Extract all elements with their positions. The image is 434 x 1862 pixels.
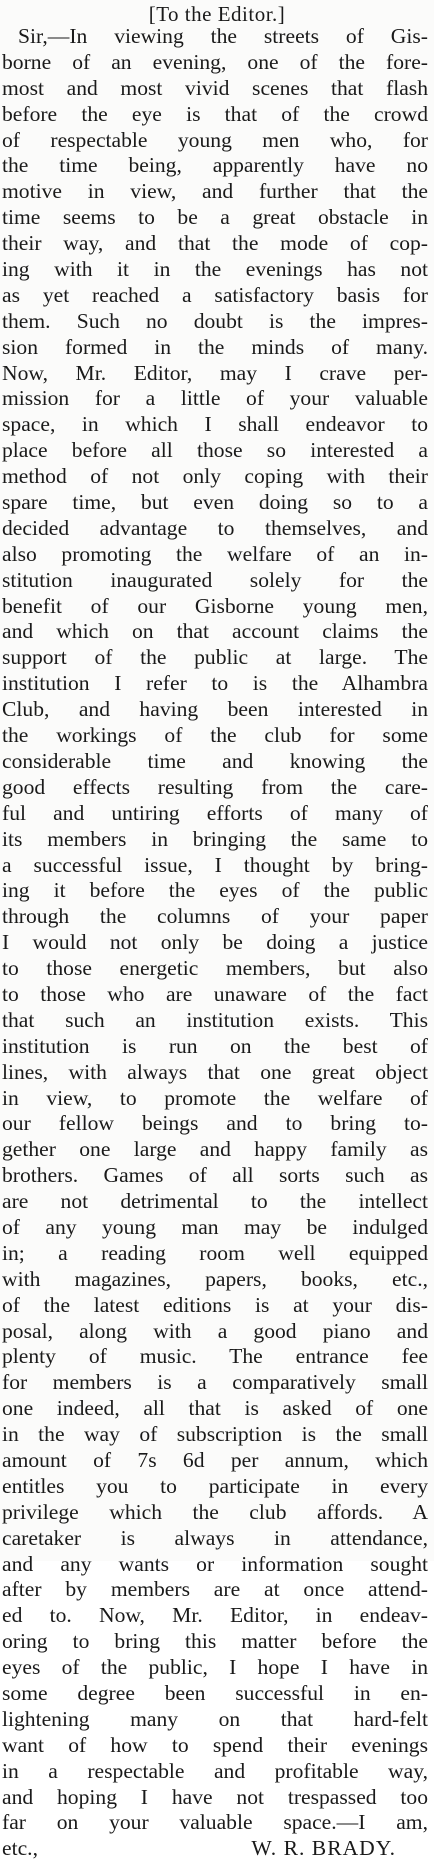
text-line: of the latest editions is at your dis-	[2, 1292, 428, 1317]
text-line: a successful issue, I thought by bring-	[2, 852, 428, 877]
text-line: through the columns of your paper	[2, 904, 428, 929]
text-line: amount of 7s 6d per annum, which	[2, 1447, 428, 1472]
text-line: support of the public at large. The	[2, 645, 428, 670]
text-line: most and most vivid scenes that flash	[2, 75, 428, 100]
text-line: them. Such no doubt is the impres-	[2, 308, 428, 333]
text-line: Sir,—In viewing the streets of Gis-	[18, 24, 428, 48]
text-line: posal, along with a good piano and	[2, 1318, 428, 1343]
text-line: brothers. Games of all sorts such as	[2, 1163, 428, 1188]
text-line: also promoting the welfare of an in-	[2, 541, 428, 566]
text-line: stitution inaugurated solely for the	[2, 567, 428, 592]
text-line: I would not only be doing a justice	[2, 930, 428, 955]
text-line: institution I refer to is the Alhambra	[2, 671, 428, 696]
text-line: one indeed, all that is asked of one	[2, 1396, 428, 1421]
text-line: decided advantage to themselves, and	[2, 515, 428, 540]
text-line: in; a reading room well equipped	[2, 1240, 428, 1265]
text-line: and any wants or information sought	[2, 1551, 428, 1576]
text-line: ing with it in the evenings has not	[2, 257, 428, 282]
text-line: Club, and having been interested in	[2, 697, 428, 722]
text-line: its members in bringing the same to	[2, 826, 428, 851]
text-line: our fellow beings and to bring to-	[2, 1111, 428, 1136]
closing-text: etc.,	[2, 1836, 38, 1861]
text-line: considerable time and knowing the	[2, 748, 428, 773]
text-line: in the way of subscription is the small	[2, 1422, 428, 1447]
text-line: motive in view, and further that the	[2, 179, 428, 204]
text-line: to those energetic members, but also	[2, 956, 428, 981]
text-line: space, in which I shall endeavor to	[2, 412, 428, 437]
text-line: lightening many on that hard-felt	[2, 1706, 428, 1731]
text-line: oring to bring this matter before the	[2, 1629, 428, 1654]
text-line: to those who are unaware of the fact	[2, 981, 428, 1006]
text-line: with magazines, papers, books, etc.,	[2, 1266, 428, 1291]
text-line: as yet reached a satisfactory basis for	[2, 282, 428, 307]
text-line: after by members are at once attend-	[2, 1577, 428, 1602]
text-line: in a respectable and profitable way,	[2, 1758, 428, 1783]
text-line: place before all those so interested a	[2, 438, 428, 463]
signoff-line	[0, 1836, 434, 1862]
letter-heading: [To the Editor.]	[148, 2, 286, 26]
text-line: eyes of the public, I hope I have in	[2, 1655, 428, 1680]
text-line: lines, with always that one great object	[2, 1059, 428, 1084]
text-line: that such an institution exists. This	[2, 1007, 428, 1032]
text-line: Now, Mr. Editor, may I crave per-	[2, 360, 428, 385]
text-line: of any young man may be indulged	[2, 1214, 428, 1239]
text-line: sion formed in the minds of many.	[2, 334, 428, 359]
text-line: benefit of our Gisborne young men,	[2, 593, 428, 618]
text-line: institution is run on the best of	[2, 1033, 428, 1058]
text-line: want of how to spend their evenings	[2, 1732, 428, 1757]
text-line: time seems to be a great obstacle in	[2, 205, 428, 230]
text-line: and which on that account claims the	[2, 619, 428, 644]
text-line: caretaker is always in attendance,	[2, 1525, 428, 1550]
text-line: ing it before the eyes of the public	[2, 878, 428, 903]
text-line: privilege which the club affords. A	[2, 1499, 428, 1524]
text-line: ed to. Now, Mr. Editor, in endeav-	[2, 1603, 428, 1628]
text-line: their way, and that the mode of cop-	[2, 231, 428, 256]
text-line: borne of an evening, one of the fore-	[2, 49, 428, 74]
text-line: before the eye is that of the crowd	[2, 101, 428, 126]
text-line: method of not only coping with their	[2, 464, 428, 489]
text-line: in view, to promote the welfare of	[2, 1085, 428, 1110]
text-line: gether one large and happy family as	[2, 1137, 428, 1162]
letter-body	[0, 24, 434, 1862]
signature: W. R. BRADY.	[251, 1836, 396, 1861]
text-line: some degree been successful in en-	[2, 1681, 428, 1705]
text-line: ful and untiring efforts of many of	[2, 800, 428, 825]
text-line: entitles you to participate in every	[2, 1473, 428, 1498]
text-line: good effects resulting from the care-	[2, 774, 428, 799]
text-line: spare time, but even doing so to a	[2, 490, 428, 515]
text-line: for members is a comparatively small	[2, 1370, 428, 1395]
text-line: plenty of music. The entrance fee	[2, 1344, 428, 1369]
text-line: the time being, apparently have no	[2, 153, 428, 178]
text-line: mission for a little of your valuable	[2, 386, 428, 411]
text-line: the workings of the club for some	[2, 723, 428, 748]
text-line: are not detrimental to the intellect	[2, 1189, 428, 1214]
text-line: of respectable young men who, for	[2, 127, 428, 152]
text-line: far on your valuable space.—I am,	[2, 1810, 428, 1835]
text-line: and hoping I have not trespassed too	[2, 1784, 428, 1809]
